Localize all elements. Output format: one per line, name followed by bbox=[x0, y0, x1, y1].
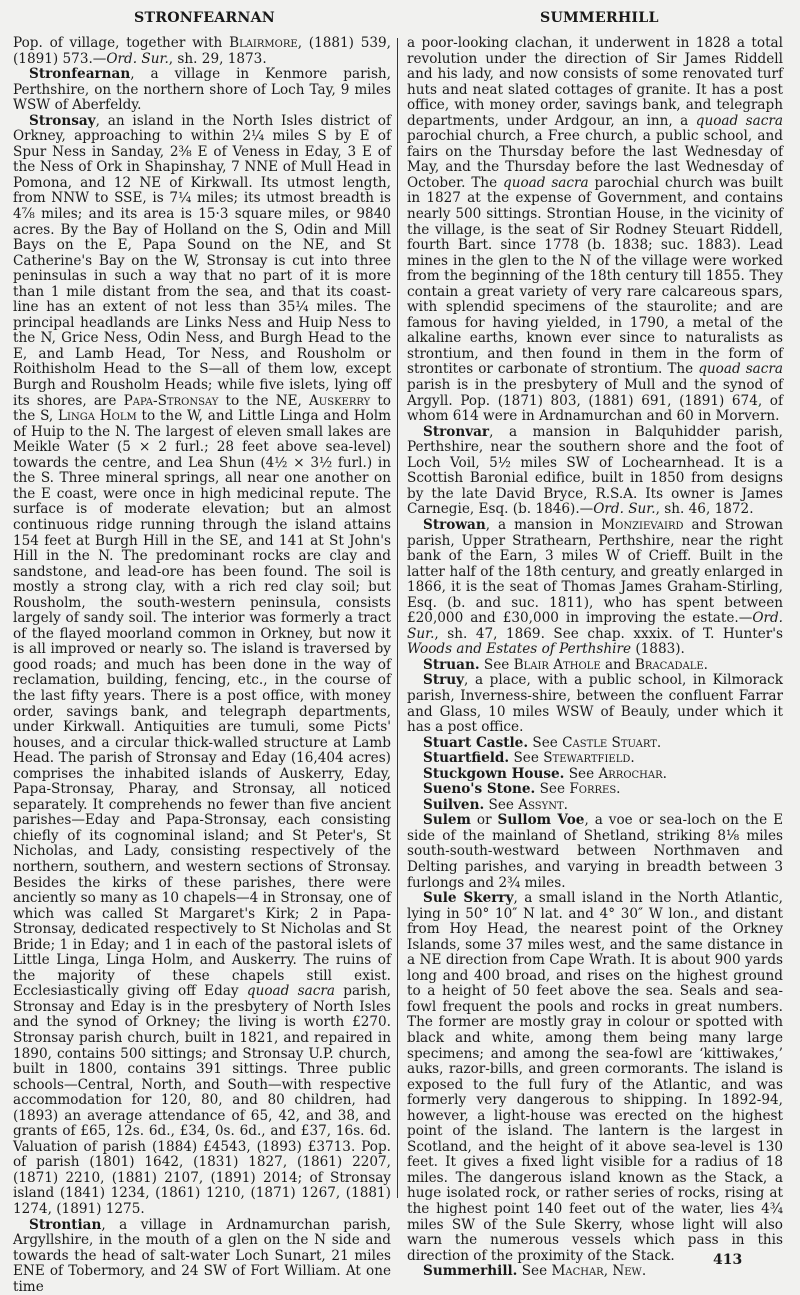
entry-text: parish, Stronsay and Eday is in the presbytery of North Isles and the synod of Orkney; the living is worth £270. Stronsay parish church, built in 1821, and repaired in 1890, contains 500 sittings; and Stronsay U.P. church, built in 1800, contains 391 sittings. Three public schools—Central, North, and South—with respective accommodation for 120, 80, and 80 children, had (1893) an average attendance of 65, 42, and 38, and grants of £65, 12s. 6d., £34, 0s. 6d., and £37, 16s. 6d. Valuation of parish (1884) £4543, (1893) £3713. Pop. of parish (1801) 1642, (1831) 1827, (1861) 2207, (1871) 2210, (1881) 2107, (1891) 2014; of Stronsay island (1841) 1234, (1861) 1210, (1871) 1267, (1881) 1274, (1891) 1275. bbox=[13, 983, 391, 1218]
entry-text: , a place, with a public school, in Kilmorack parish, Inverness-shire, between the confluent Farrar and Glass, 10 miles WSW of Beauly, under which it has a post office. bbox=[407, 672, 783, 736]
right-column bbox=[407, 36, 783, 1280]
entry-blairmore-cont bbox=[13, 36, 391, 67]
column-divider bbox=[397, 38, 398, 1198]
cross-reference: Linga Holm bbox=[58, 408, 137, 425]
entry-text: to the W, and Little Linga and Holm of Huip to the N. The largest of eleven small lakes are Meikle Water (5 × 2 furl.; 28 feet above sea-level) towards the centre, and Lea Shun (4½ × 3½ furl.) in the S. Three mineral springs, all near one another on the E coast, were once in high medicinal repute. The surface is of moderate elevation; but an almost continuous ridge running through the island attains 154 feet at Burgh Hill in the SE, and 141 at St John's Hill in the N. The predominant rocks are clay and sandstone, and lead-ore has been found. The soil is mostly a strong clay, with a rich red clay soil; but Rousholm, the south-western peninsula, consists largely of sandy soil. The interior was formerly a tract of the flayed moorland common in Orkney, but now it is all improved or nearly so. The island is traversed by good roads; and much has been done in the way of reclamation, building, fencing, etc., in the course of the last fifty years. There is a post office, with money order, savings bank, and telegraph departments, under Kirkwall. Antiquities are tumuli, some Picts' houses, and a circular thick-walled structure at Lamb Head. The parish of Stronsay and Eday (16,404 acres) comprises the inhabited islands of Auskerry, Eday, Papa-Stronsay, Pharay, and Stronsay, all noticed separately. It comprehends no fewer than five ancient parishes—Eday and Papa-Stronsay, each consisting chiefly of its cognominal island; and St Peter's, St Nicholas, and Lady, consisting respectively of the northern, southern, and western sections of Stronsay. Besides the kirks of these parishes, there were anciently so many as 10 chapels—4 in Stronsay, one of which was called St Margaret's Kirk; 2 in Papa-Stronsay, dedicated respectively to St Nicholas and St Bride; 1 in Eday; and 1 in each of the pastoral islets of Little Linga, Linga Holm, and Auskerry. The ruins of the majority of these chapels still exist. Ecclesiastically giving off Eday bbox=[13, 408, 392, 1000]
entry-text: , a small island in the North Atlantic, lying in 50° 10″ N lat. and 4° 30″ W lon., and distant from Hoy Head, the nearest point of the Orkney Islands, some 37 miles west, and the same distance in a NE direction from Cape Wrath. It is about 900 yards long and 400 broad, and rises on the highest ground to a height of 50 feet above the sea. Seals and sea-fowl frequent the pools and rocks in great numbers. The former are mostly gray in colour or spotted with black and white, among them being many large specimens; and among the sea-fowl are ‘kittiwakes,’ auks, razor-bills, and green cormorants. The island is exposed to the full fury of the Atlantic, and was formerly very dangerous to shipping. In 1892-94, however, a light-house was erected on the highest point of the island. The lantern is the largest in Scotland, and the height of it above sea-level is 130 feet. It gives a fixed light visible for a radius of 18 miles. The dangerous island known as the Stack, a huge isolated rock, or rather series of rocks, rising at the highest point 140 feet out of the water, lies 4¾ miles SW of the Sule Skerry, whose light will also warn the numerous vessels which pass in this direction of the proximity of the Stack. bbox=[407, 890, 783, 1264]
entry-struan bbox=[407, 658, 783, 674]
running-head-left: STRONFEARNAN bbox=[134, 10, 275, 26]
headword: Stronfearnan bbox=[29, 66, 131, 83]
cross-reference: Monzievaird bbox=[601, 516, 684, 533]
entry-text: , an island in the North Isles district of Orkney, approaching to within 2¼ miles S by E of Spur Ness in Sanday, 2⅜ E of Veness in Eday, 3 E of the Ness of Ork in Shapinshay, 7 NNE of Mull Head in Pomona, and 12 NE of Kirkwall. Its utmost length, from NNW to SSE, is 7¼ miles; its utmost breadth is 4⅞ miles; and its area is 15·3 square miles, or 9840 acres. By the Bay of Holland on the S, Odin and Mill Bays on the E, Papa Sound on the NE, and St Catherine's Bay on the W, Stronsay is cut into three peninsulas in such a way that no part of it is more than 1 mile distant from the sea, and that its coast-line has an extent of not less than 35¼ miles. The principal headlands are Links Ness and Huip Ness to the N, Grice Ness, Odin Ness, and Burgh Head to the E, and Lamb Head, Tor Ness, and Rousholm or Roithisholm Head to the S—all of them low, except Burgh and Rousholm Heads; while five islets, lying off its shores, are bbox=[13, 112, 391, 409]
entry-text: See bbox=[479, 656, 514, 673]
entry-text: , a mansion in Balquhidder parish, Perthshire, near the southern shore and the foot of Loch Voil, 5½ miles SW of Lochearnhead. It is a Scottish Baronial edifice, built in 1850 from designs by the late David Bryce, R.S.A. Its owner is James Carnegie, Esq. (b. 1846).— bbox=[407, 423, 783, 518]
entry-text: , sh. 29, 1873. bbox=[168, 50, 267, 67]
headword: Sule Skerry bbox=[423, 890, 514, 907]
entry-text: and bbox=[600, 656, 635, 673]
entry-strontian bbox=[13, 1218, 391, 1295]
left-column bbox=[13, 36, 391, 1295]
entry-stuckgown-house bbox=[407, 767, 783, 783]
cross-reference: Blair Athole bbox=[513, 656, 601, 673]
entry-text: , a village in Kenmore parish, Perthshire, on the northern shore of Loch Tay, 9 miles WSW of Aberfeldy. bbox=[13, 66, 391, 114]
headword: Suilven. bbox=[423, 796, 485, 813]
italic-text: Ord. Sur. bbox=[407, 610, 783, 642]
entry-text: (1883). bbox=[631, 641, 685, 658]
entry-text: . bbox=[662, 765, 667, 782]
entry-text: Pop. of village, together with bbox=[13, 35, 230, 51]
cross-reference: Assynt bbox=[518, 796, 564, 813]
entry-suenos-stone bbox=[407, 782, 783, 798]
headword: Struan. bbox=[423, 656, 480, 673]
cross-reference: Stewartfield bbox=[543, 750, 631, 767]
entry-text: a poor-looking clachan, it underwent in 1828 a total revolution under the direction of Sir James Riddell and his lady, and now consists of some renovated turf huts and neat slated cottages of granite. It has a post office, with money order, savings bank, and telegraph departments, under Ardgour, an inn, a bbox=[407, 35, 783, 129]
cross-reference: Blairmore bbox=[229, 35, 298, 51]
headword: Struy bbox=[423, 672, 465, 689]
entry-stronfearnan bbox=[13, 67, 391, 114]
cross-reference: Machar, New bbox=[551, 1263, 642, 1280]
entry-text: or bbox=[470, 812, 498, 829]
entry-text: , (1881) 539, (1891) 573.— bbox=[13, 35, 391, 67]
entry-sule-skerry bbox=[407, 891, 783, 1264]
entry-text: . bbox=[703, 656, 708, 673]
entry-text: parochial church, a Free church, a public school, and fairs on the Thursday before the last Wednesday of May, and the Thursday before the last Wednesday of October. The bbox=[407, 128, 783, 191]
italic-text: quoad sacra bbox=[698, 361, 783, 378]
headword: Stronsay bbox=[29, 112, 96, 129]
entry-stronsay bbox=[13, 114, 391, 1218]
entry-text: to the S, bbox=[13, 392, 391, 425]
entry-text: and Strowan parish, Upper Strathearn, Perthshire, near the right bank of the Earn, 3 miles W of Crieff. Built in the latter half of the 18th century, and greatly enlarged in 1866, it is the seat of Thomas James Graham-Stirling, Esq. (b. and suc. 1811), who has spent between £20,000 and £30,000 in improving the estate.— bbox=[407, 516, 784, 627]
entry-text: See bbox=[528, 734, 563, 751]
entry-struy bbox=[407, 673, 783, 735]
headword: Strontian bbox=[29, 1216, 102, 1233]
entry-text: See bbox=[535, 781, 570, 798]
entry-text: See bbox=[509, 750, 544, 767]
entry-sulem-voe bbox=[407, 813, 783, 891]
cross-reference: Castle Stuart bbox=[562, 734, 657, 751]
entry-text: , a voe or sea-loch on the E side of the mainland of Shetland, striking 8⅛ miles south-south-westward between Northmaven and Delting parishes, and varying in breadth between 3 furlongs and 2¾ miles. bbox=[407, 812, 784, 891]
entry-text: to the NE, bbox=[218, 392, 309, 409]
page-number: 413 bbox=[713, 1252, 743, 1268]
entry-text: , sh. 46, 1872. bbox=[655, 501, 754, 518]
entry-text: . bbox=[616, 781, 621, 798]
entry-strontian-cont bbox=[407, 36, 783, 425]
headword: Sueno's Stone. bbox=[423, 781, 536, 798]
entry-stronvar bbox=[407, 425, 783, 518]
headword: Sullom Voe bbox=[497, 812, 585, 829]
cross-reference: Forres bbox=[569, 781, 617, 798]
headword: Sulem bbox=[423, 812, 471, 829]
headword: Stuckgown House. bbox=[423, 765, 565, 782]
headword: Stuartfield. bbox=[423, 750, 510, 767]
italic-text: quoad sacra bbox=[695, 112, 783, 129]
entry-text: See bbox=[517, 1263, 552, 1280]
headword: Stuart Castle. bbox=[423, 734, 529, 751]
italic-text: Ord. Sur. bbox=[593, 501, 656, 518]
entry-text: parochial church was built in 1827 at the expense of Government, and contains nearly 500 sittings. Strontian House, in the vicinity of the village, is the seat of Sir Rodney Steuart Riddell, fourth Bart. since 1778 (b. 1838; suc. 1883). Lead mines in the glen to the N of the village were worked from the beginning of the 18th century till 1855. They contain a great variety of very rare calcareous spars, with splendid specimens of the staurolite; and are famous for having yielded, in 1790, a metal of the alkaline earths, known ever since to naturalists as strontium, and then found in them in the form of strontites or carbonate of strontium. The bbox=[407, 174, 783, 378]
entry-text: . bbox=[641, 1263, 647, 1280]
headword: Stronvar bbox=[423, 423, 490, 440]
entry-text: . bbox=[630, 750, 635, 767]
entry-text: parish is in the presbytery of Mull and the synod of Argyll. Pop. (1871) 803, (1881) 691, (1891) 674, of whom 614 were in Ardnamurchan and 60 in Morvern. bbox=[407, 377, 783, 425]
entry-text: . bbox=[656, 734, 662, 751]
entry-text: See bbox=[564, 765, 599, 782]
headword: Strowan bbox=[423, 516, 486, 533]
italic-text: quoad sacra bbox=[503, 174, 589, 191]
cross-reference: Arrochar bbox=[598, 765, 663, 782]
entry-text: , a village in Ardnamurchan parish, Argyllshire, in the mouth of a glen on the N side and towards the head of salt-water Loch Sunart, 21 miles ENE of Tobermory, and 24 SW of Fort William. At one time bbox=[13, 1216, 391, 1295]
entry-text: See bbox=[484, 796, 519, 813]
entry-stuartfield bbox=[407, 751, 783, 767]
entry-strowan bbox=[407, 518, 783, 658]
italic-text: Ord. Sur. bbox=[106, 50, 169, 67]
entry-text: , a mansion in bbox=[485, 516, 602, 533]
cross-reference: Papa-Stronsay bbox=[123, 392, 219, 409]
entry-suilven bbox=[407, 798, 783, 814]
headword: Summerhill. bbox=[423, 1263, 518, 1280]
italic-text: Woods and Estates of Perthshire bbox=[407, 641, 632, 658]
cross-reference: Auskerry bbox=[308, 392, 371, 409]
entry-text: , sh. 47, 1869. See chap. xxxix. of T. Hunter's bbox=[434, 625, 783, 642]
cross-reference: Bracadale bbox=[634, 656, 704, 673]
entry-stuart-castle bbox=[407, 736, 783, 752]
italic-text: quoad sacra bbox=[246, 983, 335, 1000]
entry-text: . bbox=[563, 796, 568, 813]
running-head-right: SUMMERHILL bbox=[540, 10, 659, 26]
